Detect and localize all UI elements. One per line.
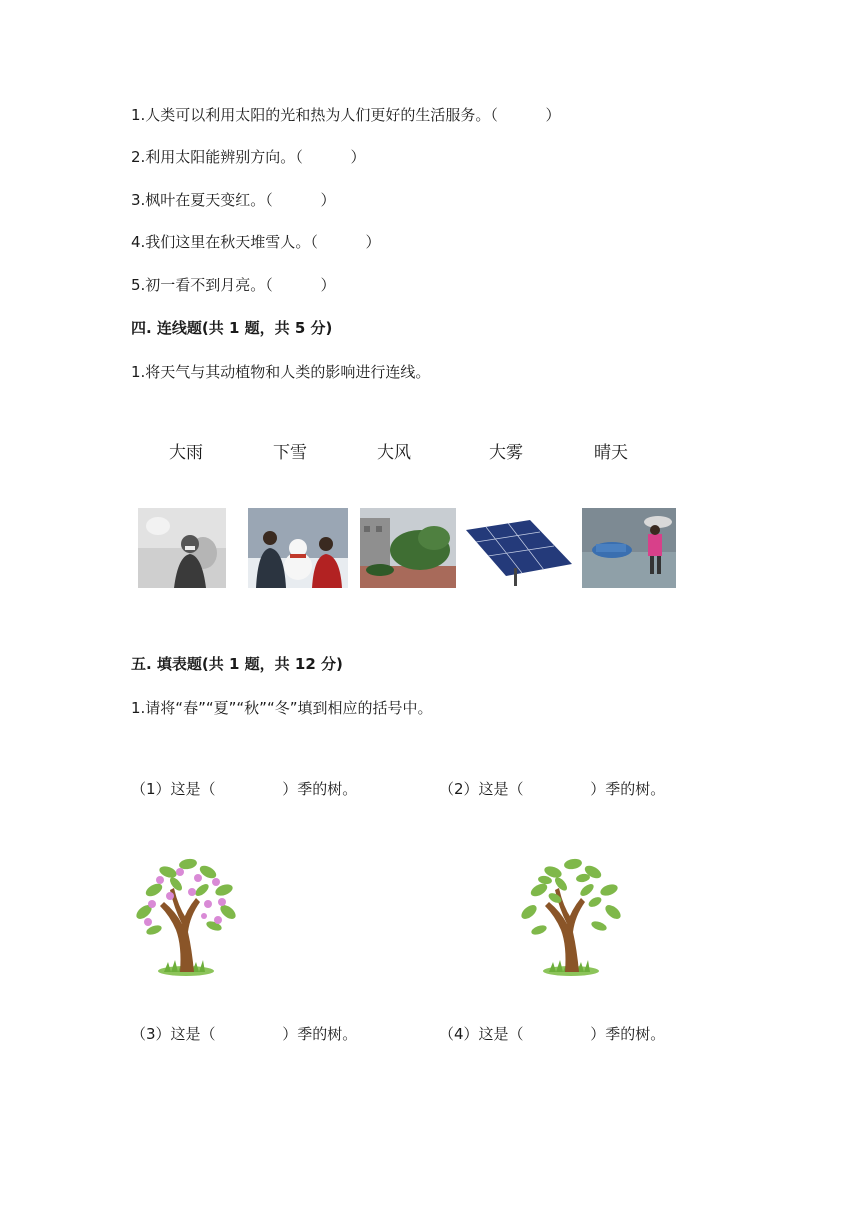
blank-question-2: （2）这是（ ）季的树。 [439,780,666,798]
weather-label-snow: 下雪 [273,443,307,463]
weather-label-wind: 大风 [377,443,411,463]
section4-heading: 四. 连线题(共 1 题，共 5 分) [131,319,333,337]
person-in-fog-photo [138,508,226,588]
green-tree-icon [515,850,630,980]
blank-question-3: （3）这是（ ）季的树。 [131,1025,358,1043]
judge-item-2: 2.利用太阳能辨别方向。（ ） [131,148,366,166]
judge-item-5: 5.初一看不到月亮。（ ） [131,276,336,294]
fallen-tree-photo [360,508,456,588]
judge-item-1: 1.人类可以利用太阳的光和热为人们更好的生活服务。（ ） [131,106,561,124]
weather-label-rain: 大雨 [169,443,203,463]
weather-label-fog: 大雾 [489,443,523,463]
judge-item-3: 3.枫叶在夏天变红。（ ） [131,191,336,209]
section4-question: 1.将天气与其动植物和人类的影响进行连线。 [131,363,431,381]
solar-panel-photo [460,508,574,588]
flowering-tree-icon [130,850,245,980]
blank-question-4: （4）这是（ ）季的树。 [439,1025,666,1043]
judge-item-4: 4.我们这里在秋天堆雪人。（ ） [131,233,381,251]
section5-heading: 五. 填表题(共 1 题，共 12 分) [131,655,343,673]
section5-question: 1.请将“春”“夏”“秋”“冬”填到相应的括号中。 [131,699,433,717]
snowman-photo [248,508,348,588]
weather-label-sunny: 晴天 [594,443,628,463]
blank-question-1: （1）这是（ ）季的树。 [131,780,358,798]
flooded-street-photo [582,508,676,588]
